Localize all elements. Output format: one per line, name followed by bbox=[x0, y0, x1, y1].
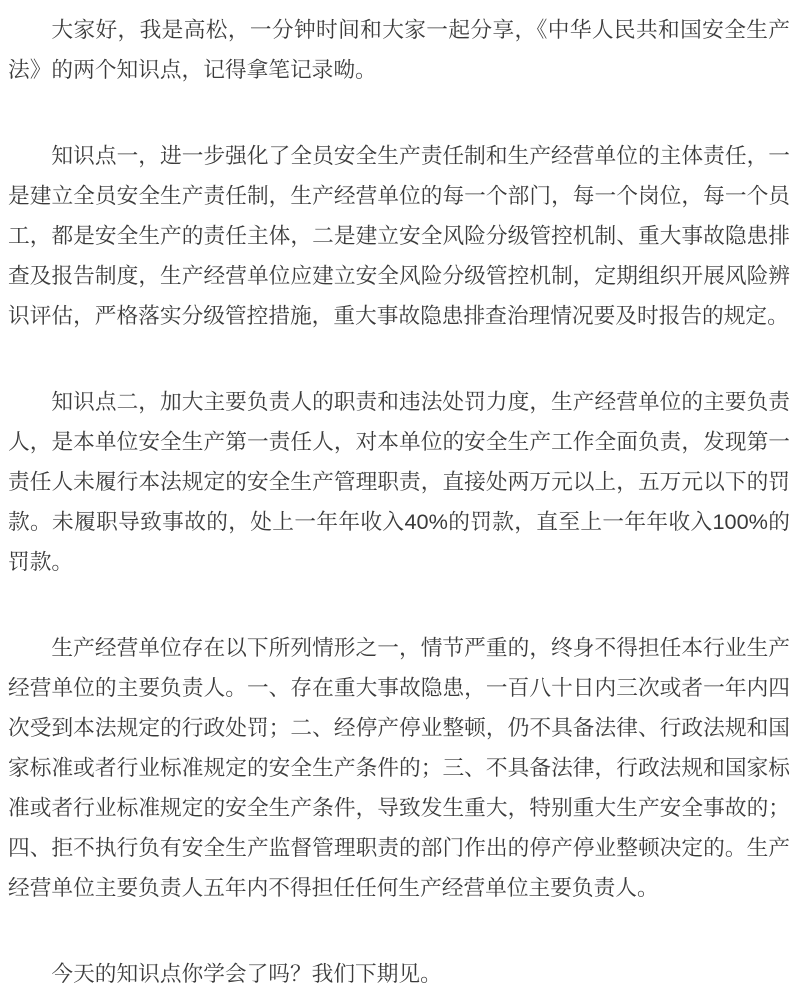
paragraph-禁任情形: 生产经营单位存在以下所列情形之一，情节严重的，终身不得担任本行业生产经营单位的主要负责人。一、存在重大事故隐患，一百八十日内三次或者一年内四次受到本法规定的行政处罚；二、经停产停业整顿，仍不具备法律、行政法规和国家标准或者行业标准规定的安全生产条件的；三、不具备法律，行政法规和国家标准或者行业标准规定的安全生产条件，导致发生重大，特别重大生产安全事故的；四、拒不执行负有安全生产监督管理职责的部门作出的停产停业整顿决定的。生产经营单位主要负责人五年内不得担任任何生产经营单位主要负责人。 bbox=[8, 635, 790, 900]
paragraph-knowledge-point-2: 知识点二，加大主要负责人的职责和违法处罚力度，生产经营单位的主要负责人，是本单位安全生产第一责任人，对本单位的安全生产工作全面负责，发现第一责任人未履行本法规定的安全生产管理职责，直接处两万元以上，五万元以下的罚款。未履职导致事故的，处上一年年收入40%的罚款，直至上一年年收入100%的罚款。 bbox=[8, 389, 790, 574]
paragraph-intro: 大家好，我是高松，一分钟时间和大家一起分享，《中华人民共和国安全生产法》的两个知识点，记得拿笔记录呦。 bbox=[8, 17, 790, 82]
paragraph-outro: 今天的知识点你学会了吗？我们下期见。 bbox=[51, 961, 442, 986]
paragraph-knowledge-point-1: 知识点一，进一步强化了全员安全生产责任制和生产经营单位的主体责任，一是建立全员安全生产责任制，生产经营单位的每一个部门，每一个岗位，每一个员工，都是安全生产的责任主体，二是建立安全风险分级管控机制、重大事故隐患排查及报告制度，生产经营单位应建立安全风险分级管控机制，定期组织开展风险辨识评估，严格落实分级管控措施，重大事故隐患排查治理情况要及时报告的规定。 bbox=[8, 143, 790, 328]
